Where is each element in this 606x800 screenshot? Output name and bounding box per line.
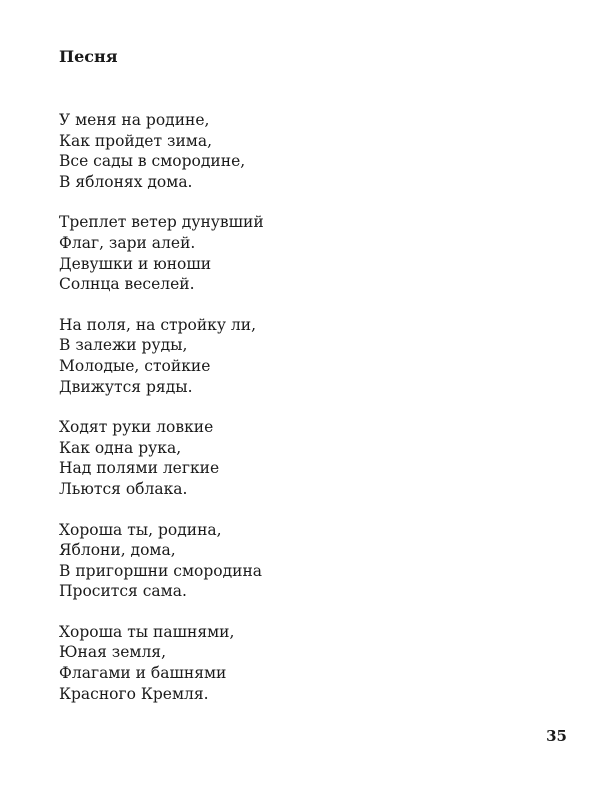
poem-line: Движутся ряды. <box>59 377 193 396</box>
poem-line: Юная земля, <box>59 643 167 662</box>
poem-line: Флагами и башнями <box>59 664 227 683</box>
poem-line: Ходят руки ловкие <box>59 418 214 437</box>
poem-body <box>59 110 539 724</box>
poem-line: На поля, на стройку ли, <box>59 315 257 334</box>
poem-line: Треплет ветер дунувший <box>59 213 264 232</box>
poem-line: Над полями легкие <box>59 459 220 478</box>
poem-line: В пригоршни смородина <box>59 561 263 580</box>
poem-line: Хороша ты пашнями, <box>59 622 235 641</box>
page-number: 35 <box>546 727 567 745</box>
poem-line: Все сады в смородине, <box>59 152 246 171</box>
poem-line: Красного Кремля. <box>59 684 209 703</box>
stanza-3 <box>59 315 539 397</box>
stanza-4 <box>59 417 539 499</box>
poem-line: Льются облака. <box>59 479 188 498</box>
poem-line: Как одна рука, <box>59 438 182 457</box>
stanza-2 <box>59 212 539 294</box>
poem-line: Просится сама. <box>59 582 187 601</box>
stanza-1 <box>59 110 539 192</box>
poem-line: В залежи руды, <box>59 336 188 355</box>
poem-line: Яблони, дома, <box>59 541 176 560</box>
poem-line: В яблонях дома. <box>59 172 193 191</box>
poem-title: Песня <box>59 47 118 66</box>
poem-line: Флаг, зари алей. <box>59 233 196 252</box>
stanza-6 <box>59 622 539 704</box>
poem-line: Как пройдет зима, <box>59 131 212 150</box>
stanza-5 <box>59 520 539 602</box>
poem-line: Солнца веселей. <box>59 275 195 294</box>
poem-line: У меня на родине, <box>59 111 210 129</box>
poem-line: Молодые, стойкие <box>59 356 211 375</box>
poem-line: Девушки и юноши <box>59 254 212 273</box>
poem-line: Хороша ты, родина, <box>59 520 222 539</box>
